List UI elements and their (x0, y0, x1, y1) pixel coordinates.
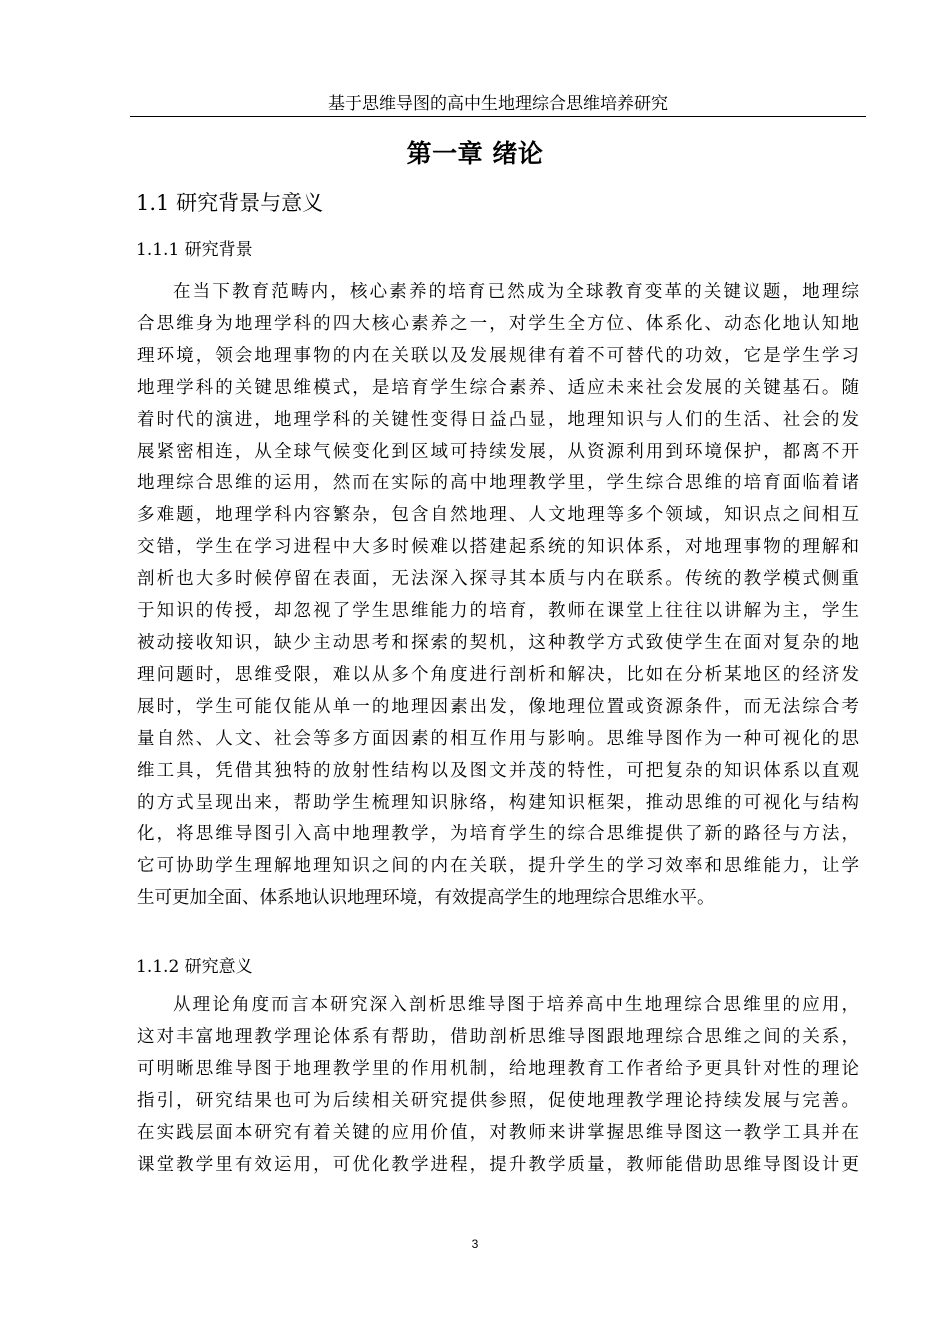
section-title: 1.1 研究背景与意义 (136, 191, 324, 215)
text-line: 多难题，地理学科内容繁杂，包含自然地理、人文地理等多个领域，知识点之间相互 (137, 505, 859, 526)
text-line: 交错，学生在学习进程中大多时候难以搭建起系统的知识体系，对地理事物的理解和 (137, 537, 859, 558)
text-line: 于知识的传授，却忽视了学生思维能力的培育，教师在课堂上往往以讲解为主，学生 (137, 601, 859, 622)
running-header: 基于思维导图的高中生地理综合思维培养研究 (328, 94, 668, 114)
text-line: 理问题时，思维受限，难以从多个角度进行剖析和解决，比如在分析某地区的经济发 (137, 664, 859, 685)
subsection-title-significance: 1.1.2 研究意义 (136, 957, 253, 977)
text-line: 在当下教育范畴内，核心素养的培育已然成为全球教育变革的关键议题，地理综 (173, 282, 859, 302)
text-line: 在实践层面本研究有着关键的应用价值，对教师来讲掌握思维导图这一教学工具并在 (137, 1122, 859, 1143)
text-line: 化，将思维导图引入高中地理教学，为培育学生的综合思维提供了新的路径与方法， (137, 824, 859, 845)
text-line: 地理综合思维的运用，然而在实际的高中地理教学里，学生综合思维的培育面临着诸 (137, 473, 859, 494)
text-line: 展时，学生可能仅能从单一的地理因素出发，像地理位置或资源条件，而无法综合考 (137, 696, 859, 717)
text-line: 这对丰富地理教学理论体系有帮助，借助剖析思维导图跟地理综合思维之间的关系， (137, 1026, 859, 1047)
header-rule (130, 116, 866, 117)
text-line: 剖析也大多时候停留在表面，无法深入探寻其本质与内在联系。传统的教学模式侧重 (137, 569, 859, 590)
text-line: 可明晰思维导图于地理教学里的作用机制，给地理教育工作者给予更具针对性的理论 (137, 1058, 859, 1079)
paragraph-research-significance (137, 990, 859, 1181)
text-line: 从理论角度而言本研究深入剖析思维导图于培养高中生地理综合思维里的应用， (173, 995, 859, 1015)
text-line: 展紧密相连，从全球气候变化到区域可持续发展，从资源利用到环境保护，都离不开 (137, 441, 859, 462)
text-line: 它可协助学生理解地理知识之间的内在关联，提升学生的学习效率和思维能力，让学 (137, 856, 859, 877)
text-line: 被动接收知识，缺少主动思考和探索的契机，这种教学方式致使学生在面对复杂的地 (137, 632, 859, 653)
text-line: 课堂教学里有效运用，可优化教学进程，提升教学质量，教师能借助思维导图设计更 (137, 1154, 859, 1175)
text-line: 合思维身为地理学科的四大核心素养之一，对学生全方位、体系化、动态化地认知地 (137, 313, 859, 334)
paragraph-research-background (137, 277, 859, 915)
text-line: 着时代的演进，地理学科的关键性变得日益凸显，地理知识与人们的生活、社会的发 (137, 409, 859, 430)
text-line: 的方式呈现出来，帮助学生梳理知识脉络，构建知识框架，推动思维的可视化与结构 (137, 792, 859, 813)
text-line: 量自然、人文、社会等多方面因素的相互作用与影响。思维导图作为一种可视化的思 (137, 728, 859, 749)
text-line: 维工具，凭借其独特的放射性结构以及图文并茂的特性，可把复杂的知识体系以直观 (137, 760, 859, 781)
page-number: 3 (471, 1237, 479, 1251)
chapter-title: 第一章 绪论 (406, 139, 544, 168)
text-line: 生可更加全面、体系地认识地理环境，有效提高学生的地理综合思维水平。 (137, 888, 715, 909)
text-line: 理环境，领会地理事物的内在关联以及发展规律有着不可替代的功效，它是学生学习 (137, 345, 859, 366)
text-line: 指引，研究结果也可为后续相关研究提供参照，促使地理教学理论持续发展与完善。 (137, 1090, 859, 1111)
subsection-title-background: 1.1.1 研究背景 (136, 240, 253, 260)
text-line: 地理学科的关键思维模式，是培育学生综合素养、适应未来社会发展的关键基石。随 (137, 377, 859, 398)
